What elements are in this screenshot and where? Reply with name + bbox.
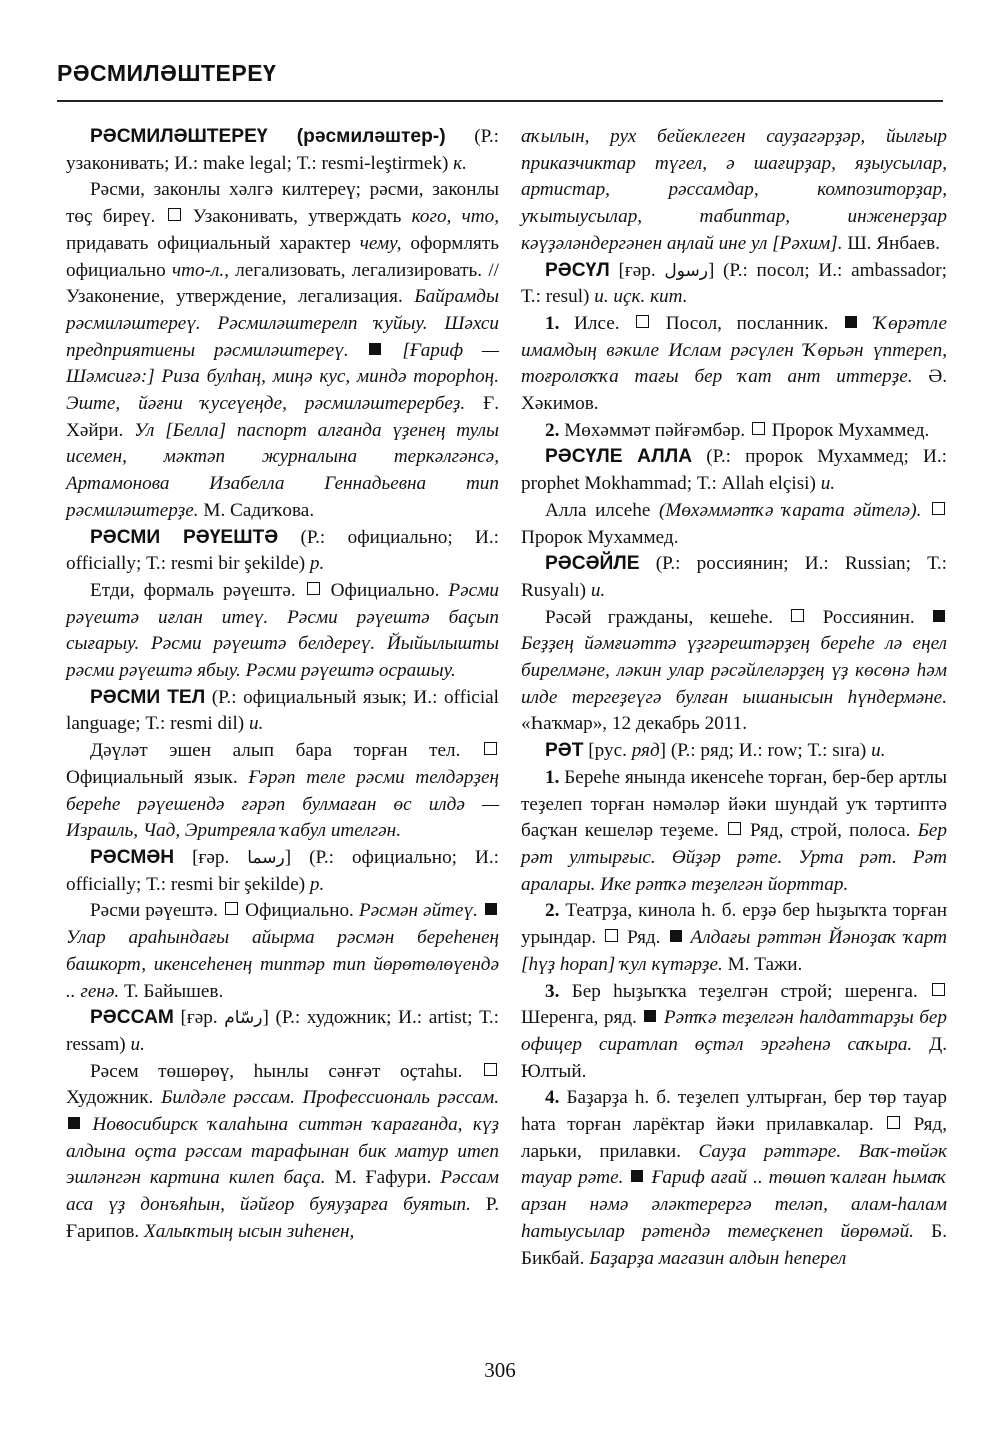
usage-examples: Рәсмән әйтеү. [353,900,478,922]
sense [66,578,499,685]
citation: аҡылын, рух бейеклеген сауҙагәрҙәр, йылғыр приказчиктар түгел, ә шағирҙар, яҙыусылар, артистар, рәссамдар, композиторҙар, уҡытыусылар, табиптар, инженерҙар кәүҙәләндергәнен аңлай ине ул [Рәхим]. [521,126,947,254]
citation: Ҡөрәтле имамдың вәкиле Ислам рәсүлен Ҡөрьән үптереп, тоғролоҡҡа тағы бер ҡат ант иттерҙе. [521,312,948,388]
translations-line: ] (Р.: посол; И.: ambassador; Т.: resul) [521,259,947,308]
arabic-word: رسما [247,847,285,868]
russian-translation: Узаконивать, утверждать [182,206,412,228]
translations-line: (Р.: россиянин; И.: Russian; Т.: Rusyalı) [521,553,947,601]
etymology: [рус. [583,740,632,762]
headword: РӘСМӘН [90,846,175,868]
translation-box-icon [484,1063,497,1076]
headword: РӘССАМ [90,1007,174,1029]
russian-translation: Шеренга, ряд. [521,1007,637,1029]
running-head: РӘСМИЛӘШТЕРЕҮ [57,60,277,86]
part-of-speech: и. [871,740,886,762]
citation: Халыҡтың ысын зиһенен, [139,1220,355,1242]
citation: Улар араһындағы айырма рәсмән береһенең башкорт, икенсеһенең типтәр тип йөрөтөлөүендә .. генә. [66,927,499,1002]
russian-translation: Официально. [321,579,440,601]
translation-box-icon [605,929,618,942]
translations-line: (Р.: официальный язык; И.: official language; Т.: resmi dil) [66,686,500,735]
sense [66,177,499,524]
citation-square-icon [933,610,945,622]
citation-source: М. Ғафури. [325,1167,432,1189]
russian-translation: Ряд. [620,927,661,949]
citation-continuation [521,124,947,258]
translation-box-icon [791,609,804,622]
definition: Дәүләт эшен алып бара торған тел. [90,740,461,762]
translation-note: чему, [359,232,402,254]
definition: Мөхәммәт пәйғәмбәр. [559,419,746,441]
usage-examples: Байрамды рәсмиләштереү. Рәсмиләштерелп ҡуйыу. Шәхси предприятиены рәсмиләштереү. [66,286,499,361]
grammar-info: (рәсмиләштер-) [267,126,446,147]
citation-source: Д. Юлтый. [521,1033,948,1082]
translation-box-icon [484,742,497,755]
sense-number: 1. [545,312,560,334]
sense-4 [521,1085,947,1272]
sense-number: 2. [545,900,560,922]
definition-note: (Мөхәммәтҡә ҡарата әйтелә). [658,499,922,521]
russian-translation: Ряд, строй, полоса. [742,820,911,842]
citation-source: Ш. Янбаев. [842,232,940,254]
headword: РӘСМИ РӘҮЕШТӘ [90,526,279,548]
entry-rat [521,738,947,765]
definition: Береһе янында икенсеһе торған, бер-бер артлы теҙелеп торған нәмәләр йәки шундай уҡ тәртиптә баҫҡан кешеләр теҙеме. [521,766,947,842]
citation-square-icon [68,1117,80,1129]
translation-note: что-л., [171,259,229,281]
citation: Баҙарҙа магазин алдын һеперел [584,1247,847,1269]
translation-box-icon [752,422,765,435]
definition: Рәсәй гражданы, кешеһе. [545,606,774,628]
sense [521,498,947,551]
citation: Рәссам аса үҙ донъяһын, йәйғор буяуҙарға буятып. [66,1167,499,1216]
sense-2 [521,898,947,978]
citation-source: Ә. Хәкимов. [521,366,947,415]
russian-translation: Пророк Мухаммед. [766,419,930,441]
headword: РӘСҮЛЕ АЛЛА [545,446,693,468]
sense-2 [521,418,947,445]
citation-square-icon [670,930,682,942]
part-of-speech: и. [590,579,606,601]
headword: РӘСҮЛ [545,259,610,281]
etymology-word: ряд [631,740,660,762]
sense-number: 1. [545,766,560,788]
russian-translation: Пророк Мухаммед. [521,526,679,548]
russian-translation: Художник. [66,1087,154,1109]
definition: Рәсем төшөрөү, һынлы сәнғәт оҫтаһы. [90,1060,463,1082]
part-of-speech: и. [820,473,836,495]
citation: Алдағы рәттән Йәноҙаҡ ҡарт [һүҙ һорап] ҡул күтәрҙе. [521,927,947,975]
citation-square-icon [644,1010,656,1022]
entry-rasmilashtereu [66,124,499,177]
part-of-speech: и. иҫк. кит. [594,286,688,308]
headword: РӘТ [545,740,584,762]
etymology: [ғәр. [173,1007,225,1029]
headword: РӘСМИ ТЕЛ [90,686,206,708]
left-column [66,124,499,1246]
citation: Беҙҙең йәмғиәттә үҙгәрештәрҙең береһе лә еңел бирелмәне, ләкин улар рәсәйлеләрҙең үҙ көсөнә һәм илде тергеҙеүгә булған ышанысын һүндермәне. [521,633,947,708]
sense [66,1059,499,1246]
sense-3 [521,979,947,1086]
translation-note: кого, что, [411,206,499,228]
translation-box-icon [887,1116,900,1129]
definition: Илсе. [559,312,620,334]
sense [521,605,947,739]
citation-square-icon [485,903,497,915]
definition: Етди, формаль рәүештә. [90,579,296,601]
translation-box-icon [636,315,649,328]
citation: Рәтҡә теҙелгән һалдаттарҙы бер офицер сиратлап өҫтәл эргәһенә саҡыра. [521,1007,948,1055]
translation-box-icon [225,902,238,915]
usage-examples: Рәсми рәүештә иғлан итеү. Рәсми рәүештә баҫып сығарыу. Рәсми рәүештә белдереү. Йыйылышты рәсми рәүештә ябыу. Рәсми рәүештә осрашыу. [66,579,499,682]
translations-line: (Р.: официально; И.: officially; Т.: resmi bir şekilde) [66,526,499,575]
citation-square-icon [631,1170,643,1182]
sense-number: 2. [545,419,560,441]
russian-translation: Официальный язык. [66,766,238,788]
russian-translation: Посол, посланник. [651,312,829,334]
translation-box-icon [728,822,741,835]
page-number: 306 [484,1358,516,1382]
citation-source: «Һаҡмар», 12 декабрь 2011. [521,713,748,735]
russian-translation: легализовать, легализировать. // Узаконение, утверждение, легализация. [66,259,499,308]
translation-box-icon [168,208,181,221]
usage-examples: Бер рәт ултырғыс. Өйҙәр рәте. Урта рәт. Рәт аралары. Ике рәтҡә теҙелгән йорттар. [521,820,947,895]
russian-translation: оформлять официально [66,232,499,281]
entry-rasmi-raueshta [66,525,499,578]
russian-translation: придавать официальный характер [66,232,360,254]
citation-square-icon [845,316,857,328]
entry-rasule-alla [521,444,947,497]
citation-square-icon [369,343,381,355]
citation-source: Б. Бикбай. [521,1220,947,1269]
etymology: [ғәр. [174,846,248,868]
etymology: [ғәр. [609,259,665,281]
translation-box-icon [932,983,945,996]
headword: РӘСМИЛӘШТЕРЕҮ [90,126,268,147]
citation-source: Р. Ғарипов. [66,1194,500,1242]
part-of-speech: и. [248,713,264,735]
arabic-word: رسّام [224,1008,263,1029]
sense-1 [521,311,947,418]
header-rule [57,100,943,102]
entry-rassam [66,1005,499,1058]
headword: РӘСӘЙЛЕ [545,553,640,575]
russian-translation: Россиянин. [806,606,915,628]
translations-line: ] (Р.: ряд; И.: row; Т.: sıra) [659,740,872,762]
translations-line: ] (Р.: художник; И.: artist; Т.: ressam) [66,1007,499,1055]
sense-number: 4. [545,1087,560,1109]
citation: [Ғариф — Шәмсиғә:] Риза булһаң, миңә кус, миндә торорһоң. Эште, йәғни ҡусеүеңде, рәсмиләштерербеҙ. [66,339,499,415]
translations-line: (Р.: узаконивать; И.: make legal; Т.: resmi-leştirmek) [66,126,499,174]
citation: Новосибирск ҡалаһына ситтән ҡарағанда, күҙ алдына оҫта рәссам тарафынан бик матур итеп эшләнгән картина килеп баҫа. [66,1114,499,1189]
right-column [521,124,947,1272]
russian-translation: Ряд, ларьки, прилавки. [521,1114,947,1162]
definition: Театрҙа, кинола һ. б. ерҙә бер һыҙыҡта торған урындар. [521,900,947,949]
sense-number: 3. [545,980,560,1002]
usage-examples: Сауҙа рәттәре. Ваҡ-төйәк тауар рәте. [521,1140,947,1189]
part-of-speech: к. [453,152,467,174]
definition: Бер һыҙыҡҡа теҙелгән строй; шеренга. [559,980,918,1002]
arabic-word: رسول [664,260,708,281]
entry-rasmi-tel [66,685,499,738]
translation-box-icon [307,582,320,595]
translations-line: ] (Р.: официально; И.: officially; Т.: resmi bir şekilde) [66,846,499,895]
translations-line: (Р.: пророк Мухаммед; И.: prophet Mokhammad; Т.: Allah elçisi) [521,446,947,495]
citation-source: Т. Байышев. [119,980,224,1002]
citation-source: Ғ. Хәйри. [66,393,499,441]
definition: Алла илсеһе [545,499,659,521]
part-of-speech: р. [309,553,325,575]
entry-rasayle [521,551,947,604]
citation-source: М. Садиҡова. [198,499,315,521]
entry-rasman [66,845,499,898]
part-of-speech: и. [130,1033,145,1055]
definition: Баҙарҙа һ. б. теҙелеп ултырған, бер төр тауар һата торған ларёктар йәки прилавкалар. [521,1087,947,1136]
usage-examples: Ғәрәп теле рәсми телдәрҙең береһе рәүешендә ғәрәп булмаған өс илдә — Израиль, Чад, Эритреяла ҡабул ителгән. [66,766,499,842]
definition: Рәсми, законлы хәлгә килтереү; рәсми, законлы төҫ биреү. [66,179,499,228]
entry-rasul [521,258,947,311]
part-of-speech: р. [309,873,325,895]
usage-examples: Билдәле рәссам. Профессиональ рәссам. [153,1087,499,1109]
citation: Ғариф ағай .. төшөп ҡалған һымаҡ арзан нәмә әләктерергә теләп, алам-һалам һатыусылар рәтендә темеҫкенеп йөрөмәй. [521,1167,947,1242]
sense [66,898,499,1005]
sense-1 [521,765,947,899]
sense [66,738,499,845]
definition: Рәсми рәүештә. [90,900,218,922]
citation: Ул [Белла] паспорт алғанда үҙенең тулы исемен, мәктәп журналына теркәлгәнсә, Артамонова Изабелла Геннадьевна тип рәсмиләштерҙе. [66,419,499,521]
russian-translation: Официально. [240,900,354,922]
translation-box-icon [932,502,945,515]
citation-source: М. Тажи. [722,953,803,975]
